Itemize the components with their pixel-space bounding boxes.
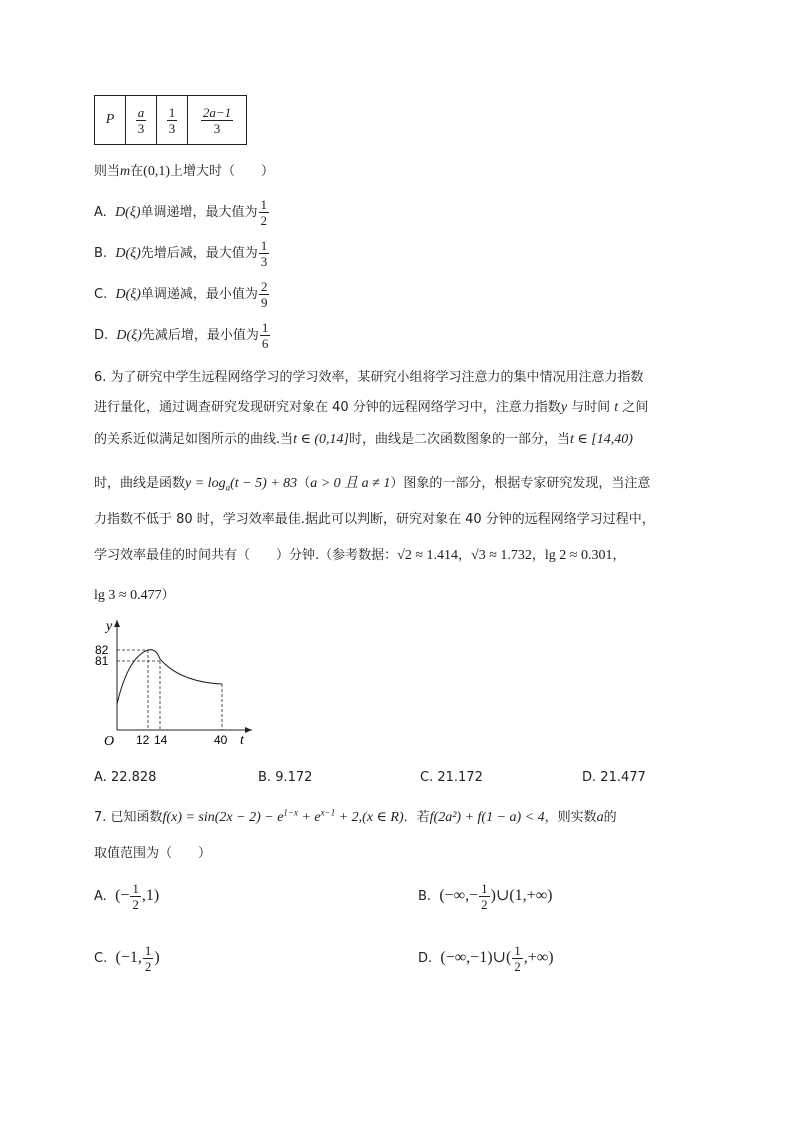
q7-option-d[interactable]: D. (−∞,−1)∪( $\frac{1}{2}$ ,+∞): [418, 943, 554, 974]
q7-option-b[interactable]: B. (−∞,− $\frac{1}{2}$ )∪(1,+∞): [418, 881, 553, 912]
x-tick-12: 12: [136, 733, 150, 747]
q6-line-4: 时，曲线是函数$y = \log_a(t - 5) + 83(a > 0$ 且 a ≠ 1）图象的一部分，根据专家研究发现，当注意: [94, 476, 651, 493]
q7-line-1: 7. 已知函数$f(x) = \sin(2x - 2) - e^{1-x} + e^{x-1} + 2,(x$ ∈ R)．若f(2a²) + f(1 − a) < 4，则实数a的: [94, 807, 617, 825]
x-tick-40: 40: [214, 733, 228, 747]
q6-line-7: lg 3 ≈ 0.477）: [94, 588, 175, 603]
q5-option-b[interactable]: B. D(ξ)先增后减，最大值为 $\frac{1}{3}$: [94, 238, 268, 269]
y-tick-81: 81: [95, 654, 109, 668]
y-label: y: [106, 619, 113, 634]
q7-line-2: 取值范围为（ ）: [94, 846, 212, 861]
attention-graph: [92, 612, 262, 752]
q5-option-c[interactable]: C. D(ξ)单调递减，最小值为 $\frac{2}{9}$: [94, 279, 268, 310]
q6-line-1: 6. 为了研究中学生远程网络学习的学习效率，某研究小组将学习注意力的集中情况用注意力指数: [94, 370, 644, 385]
table-cell: $\frac{1}{3}$: [157, 96, 188, 145]
attention-curve: [117, 650, 222, 704]
table-cell: $\frac{2a-1}{3}$: [188, 96, 247, 145]
q6-line-3: 的关系近似满足如图所示的曲线.当t ∈ (0,14]时，曲线是二次函数图象的一部分，当t ∈ [14,40): [94, 432, 633, 447]
y-axis-arrow: [114, 620, 120, 627]
table-header-p: P: [95, 96, 126, 145]
distribution-table: [94, 95, 247, 145]
q6-line-5: 力指数不低于 80 时，学习效率最佳.据此可以判断，研究对象在 40 分钟的远程网络学习过程中，: [94, 512, 655, 527]
table-cell: $\frac{a}{3}$: [126, 96, 157, 145]
origin-label: O: [104, 734, 115, 749]
x-tick-14: 14: [154, 733, 168, 747]
q7-option-c[interactable]: C. (−1, $\frac{1}{2}$ ): [94, 943, 160, 974]
q6-line-2: 进行量化，通过调查研究发现研究对象在 40 分钟的远程网络学习中，注意力指数y 与时间 t 之间: [94, 400, 649, 415]
x-label: t: [240, 733, 244, 748]
q5-option-a[interactable]: A. D(ξ)单调递增，最大值为 $\frac{1}{2}$: [94, 197, 268, 228]
q6-option-c[interactable]: C. 21.172: [420, 770, 483, 785]
q6-option-b[interactable]: B. 9.172: [258, 770, 313, 785]
q6-line-6: 学习效率最佳的时间共有（ ）分钟.（参考数据：√2 ≈ 1.414，√3 ≈ 1.732，lg 2 ≈ 0.301，: [94, 548, 626, 563]
q5-question: 则当m在(0,1)上增大时（ ）: [94, 164, 274, 179]
q6-option-a[interactable]: A. 22.828: [94, 770, 157, 785]
q5-option-d[interactable]: D. D(ξ)先减后增，最小值为 $\frac{1}{6}$: [94, 320, 269, 351]
y-tick-82: 82: [95, 643, 109, 657]
q7-option-a[interactable]: A. (− $\frac{1}{2}$ ,1): [94, 881, 160, 912]
q6-option-d[interactable]: D. 21.477: [582, 770, 646, 785]
x-axis-arrow: [245, 727, 252, 733]
